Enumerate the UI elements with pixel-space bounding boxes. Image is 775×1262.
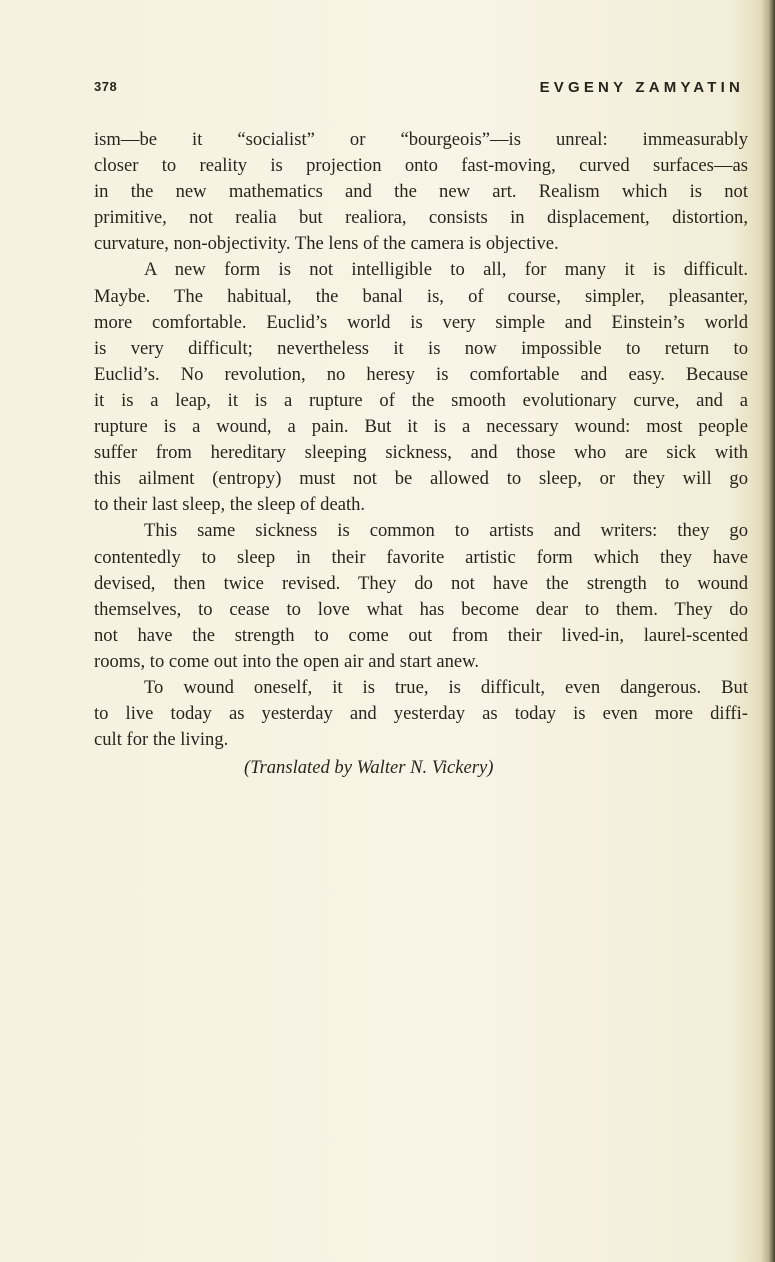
text-line: Maybe. The habitual, the banal is, of course, simpler, pleasanter, — [94, 285, 748, 307]
text-line: To wound oneself, it is true, is difficult, even dangerous. But — [144, 676, 748, 698]
text-line: curvature, non-objectivity. The lens of the camera is objective. — [94, 233, 559, 255]
body-text — [94, 127, 748, 781]
book-spine-shadow — [761, 0, 775, 1262]
text-line: devised, then twice revised. They do not have the strength to wound — [94, 572, 748, 594]
text-line: it is a leap, it is a rupture of the smooth evolutionary curve, and a — [94, 389, 748, 411]
text-line: in the new mathematics and the new art. Realism which is not — [94, 181, 748, 203]
text-line: to live today as yesterday and yesterday as today is even more diffi- — [94, 703, 748, 725]
page-header — [94, 79, 744, 101]
text-line: Euclid’s. No revolution, no heresy is comfortable and easy. Because — [94, 363, 748, 385]
text-line: cult for the living. — [94, 729, 229, 751]
text-line: is very difficult; nevertheless it is now impossible to return to — [94, 337, 748, 359]
text-line: closer to reality is projection onto fast-moving, curved surfaces—as — [94, 155, 748, 177]
text-line: suffer from hereditary sleeping sickness, and those who are sick with — [94, 442, 748, 464]
text-line: ism—be it “socialist” or “bourgeois”—is unreal: immeasurably — [94, 129, 748, 150]
text-line: This same sickness is common to artists and writers: they go — [144, 520, 748, 542]
text-line: more comfortable. Euclid’s world is very simple and Einstein’s world — [94, 311, 748, 333]
text-line: this ailment (entropy) must not be allowed to sleep, or they will go — [94, 468, 748, 490]
text-line: to their last sleep, the sleep of death. — [94, 494, 366, 516]
running-head: EVGENY ZAMYATIN — [539, 79, 744, 96]
translation-credit: (Translated by Walter N. Vickery) — [244, 757, 494, 779]
page-number: 378 — [94, 79, 118, 94]
text-line: not have the strength to come out from their lived-in, laurel-scented — [94, 624, 748, 646]
text-line: contentedly to sleep in their favorite artistic form which they have — [94, 546, 748, 568]
text-line: primitive, not realia but realiora, consists in displacement, distortion, — [94, 207, 748, 229]
text-line: A new form is not intelligible to all, for many it is difficult. — [144, 259, 748, 281]
text-line: themselves, to cease to love what has become dear to them. They do — [94, 598, 748, 620]
text-line: rooms, to come out into the open air and start anew. — [94, 650, 480, 672]
text-line: rupture is a wound, a pain. But it is a necessary wound: most people — [94, 416, 748, 438]
